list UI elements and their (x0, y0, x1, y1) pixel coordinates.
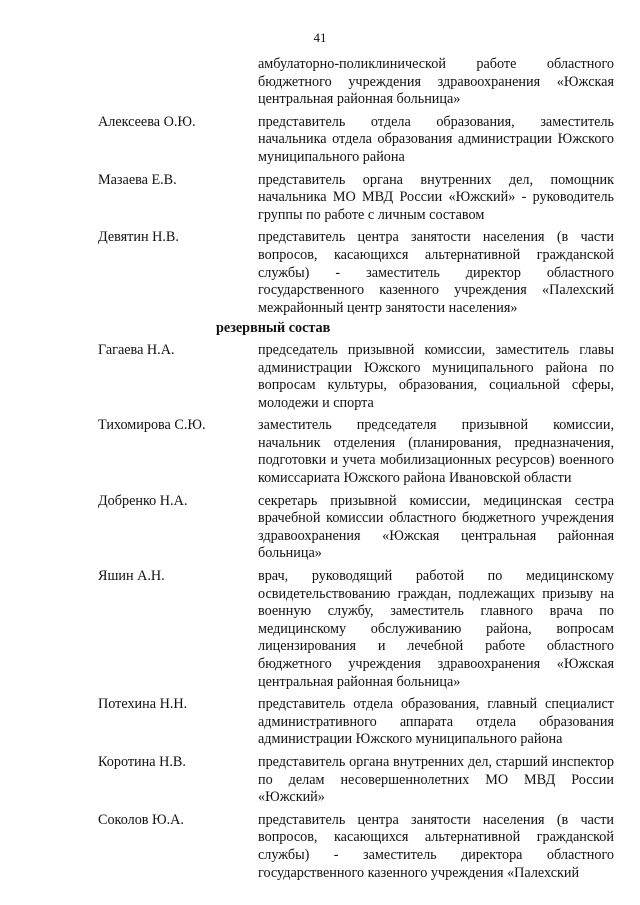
members-list (98, 114, 614, 318)
member-role: представитель центра занятости населения (в части вопросов, касающихся альтернативной гражданской службы) - заместитель директор областного государственного казенного учреждения «Палехский межрайонный центр занятости населения» (258, 229, 614, 316)
document-body (98, 56, 614, 882)
list-item (98, 812, 614, 882)
member-role: председатель призывной комиссии, заместитель главы администрации Южского муниципального района по вопросам культуры, образования, социальной сферы, молодежи и спорта (258, 341, 614, 411)
member-role: представитель центра занятости населения (в части вопросов, касающихся альтернативной гражданской службы) - заместитель директора областного государственного казенного учреждения «Палехский (258, 811, 614, 881)
list-item (98, 696, 614, 749)
list-item (98, 229, 614, 317)
member-name: Мазаева Е.В. (98, 171, 177, 188)
reserve-section-title: резервный состав (216, 320, 331, 337)
member-name: Девятин Н.В. (98, 229, 179, 246)
member-name: Алексеева О.Ю. (98, 113, 196, 130)
reserve-list (98, 342, 614, 882)
list-item (98, 342, 614, 412)
member-name: Коротина Н.В. (98, 753, 186, 770)
member-role: представитель отдела образования, заместитель начальника отдела образования администрации Южского муниципального района (258, 113, 614, 165)
member-name: Яшин А.Н. (98, 568, 165, 585)
list-item (98, 493, 614, 563)
continuation-row (98, 56, 614, 109)
list-item (98, 417, 614, 487)
member-role: представитель отдела образования, главный специалист административного аппарата отдела образования администрации Южского муниципального района (258, 696, 614, 748)
member-role: секретарь призывной комиссии, медицинская сестра врачебной комиссии областного бюджетного учреждения здравоохранения «Южская центральная районная больница» (258, 492, 614, 562)
member-name (98, 56, 258, 109)
member-name: Гагаева Н.А. (98, 341, 175, 358)
member-role: представитель органа внутренних дел, старший инспектор по делам несовершеннолетних МО МВД России «Южский» (258, 753, 614, 806)
member-role: заместитель председателя призывной комиссии, начальник отделения (планирования, предназначения, подготовки и учета мобилизационных ресурсов) военного комиссариата Южского района Ивановской области (258, 417, 614, 487)
member-role: представитель органа внутренних дел, помощник начальника МО МВД России «Южский» - руководитель группы по работе с личным составом (258, 171, 614, 223)
list-item (98, 754, 614, 807)
member-role: врач, руководящий работой по медицинскому освидетельствованию граждан, подлежащих призыву на военную службу, заместитель главного врача по медицинскому обслуживанию района, вопросам лицензирования и лечебной работе областного бюджетного учреждения здравоохранения «Южская центральная районная больница» (258, 568, 614, 690)
member-name: Добренко Н.А. (98, 492, 188, 509)
continuation-text: амбулаторно-поликлинической работе областного бюджетного учреждения здравоохранения «Южская центральная районная больница» (258, 56, 614, 108)
list-item (98, 114, 614, 167)
page-number: 41 (313, 30, 327, 45)
member-name: Соколов Ю.А. (98, 811, 184, 828)
list-item (98, 568, 614, 691)
member-name: Тихомирова С.Ю. (98, 417, 206, 434)
list-item (98, 172, 614, 225)
member-name: Потехина Н.Н. (98, 696, 188, 713)
